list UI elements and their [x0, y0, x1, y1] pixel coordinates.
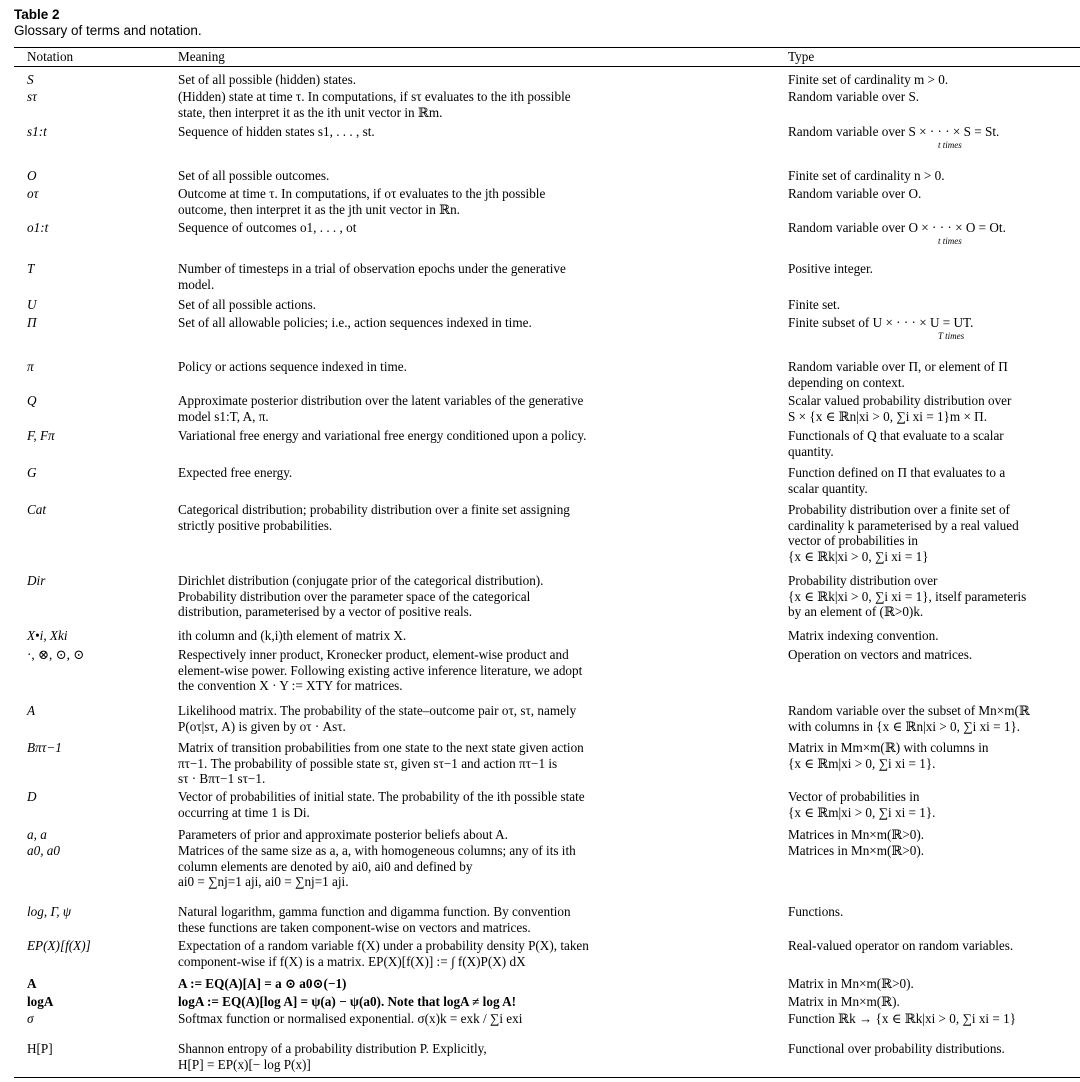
meaning-line: Shannon entropy of a probability distribution P. Explicitly,	[178, 1041, 487, 1056]
type-line: Random variable over the subset of Mn×m(ℝ	[788, 703, 1030, 718]
meaning-line: Categorical distribution; probability distribution over a finite set assigning	[178, 502, 570, 517]
type-cell	[788, 186, 1080, 202]
notation-cell: log, Γ, ψ	[27, 904, 72, 919]
notation-cell: o1:t	[27, 220, 49, 235]
notation-cell: D	[27, 789, 37, 804]
type-cell	[788, 1011, 1080, 1027]
meaning-line: distribution, parameterised by a vector of positive reals.	[178, 604, 473, 620]
type-line: vector of probabilities in	[788, 533, 919, 549]
type-line: Positive integer.	[788, 261, 873, 276]
meaning-cell	[178, 827, 778, 843]
meaning-line: Set of all possible actions.	[178, 297, 317, 312]
meaning-line: Set of all possible (hidden) states.	[178, 72, 356, 87]
meaning-cell	[178, 393, 778, 424]
meaning-cell	[178, 502, 778, 533]
type-cell	[788, 168, 1080, 184]
meaning-cell	[178, 465, 778, 481]
meaning-line: Set of all allowable policies; i.e., action sequences indexed in time.	[178, 315, 532, 330]
meaning-cell	[178, 740, 778, 787]
meaning-line: ith column and (k,i)th element of matrix X.	[178, 628, 407, 643]
meaning-line: Matrices of the same size as a, a, with homogeneous columns; any of its ith	[178, 843, 576, 858]
type-line: Vector of probabilities in	[788, 789, 920, 804]
type-line: Matrices in Mn×m(ℝ>0).	[788, 843, 925, 858]
type-line: {x ∈ ℝk|xi > 0, ∑i xi = 1}, itself parameteris	[788, 588, 1027, 604]
type-line: quantity.	[788, 443, 834, 459]
table-number: Table 2	[14, 7, 60, 22]
notation-cell: G	[27, 465, 37, 480]
notation-cell: S	[27, 72, 34, 87]
meaning-line: state, then interpret it as the ith unit vector in ℝm.	[178, 104, 443, 120]
header-meaning: Meaning	[178, 49, 225, 64]
table-caption	[14, 7, 202, 39]
notation-cell: EP(X)[f(X)]	[27, 938, 91, 953]
type-line: S × {x ∈ ℝn|xi > 0, ∑i xi = 1}m × Π.	[788, 408, 987, 424]
meaning-line: Set of all possible outcomes.	[178, 168, 330, 183]
type-line: {x ∈ ℝk|xi > 0, ∑i xi = 1}	[788, 548, 929, 564]
notation-cell: F, Fπ	[27, 428, 55, 443]
meaning-line: Sequence of outcomes o1, . . . , ot	[178, 220, 357, 235]
notation-cell: Q	[27, 393, 37, 408]
notation-cell: O	[27, 168, 37, 183]
notation-cell: Π	[27, 315, 37, 330]
type-line: Finite set.	[788, 297, 841, 312]
meaning-cell	[178, 261, 778, 292]
notation-cell: X•i, Xki	[27, 628, 68, 643]
type-line: Functional over probability distributions.	[788, 1041, 1005, 1056]
header-rule	[14, 66, 1080, 67]
type-line: Random variable over S.	[788, 89, 920, 104]
notation-cell: T	[27, 261, 35, 276]
type-cell	[788, 428, 1080, 459]
type-line: Probability distribution over	[788, 573, 938, 588]
type-cell	[788, 904, 1080, 920]
type-line: {x ∈ ℝm|xi > 0, ∑i xi = 1}.	[788, 755, 936, 771]
type-cell	[788, 502, 1080, 564]
header-type: Type	[788, 49, 815, 64]
notation-cell: σ	[27, 1011, 34, 1026]
meaning-line: Likelihood matrix. The probability of the state–outcome pair oτ, sτ, namely	[178, 703, 577, 718]
meaning-cell	[178, 72, 778, 88]
meaning-line: model s1:T, A, π.	[178, 408, 269, 424]
notation-cell: a0, a0	[27, 843, 60, 858]
type-line: Matrix in Mm×m(ℝ) with columns in	[788, 740, 989, 755]
notation-cell: H[P]	[27, 1041, 53, 1056]
notation-cell: Bπτ−1	[27, 740, 62, 755]
underbrace-label: t times	[938, 139, 962, 150]
meaning-line: Parameters of prior and approximate posterior beliefs about A.	[178, 827, 508, 842]
type-line: Finite set of cardinality n > 0.	[788, 168, 945, 183]
meaning-line: ai0 = ∑nj=1 aji, ai0 = ∑nj=1 aji.	[178, 874, 349, 890]
meaning-line: Expected free energy.	[178, 465, 293, 480]
notation-cell: ·, ⊗, ⊙, ⊙	[27, 647, 85, 662]
type-line: Finite set of cardinality m > 0.	[788, 72, 949, 87]
type-line: Matrix in Mn×m(ℝ).	[788, 994, 900, 1009]
meaning-cell	[178, 843, 778, 890]
meaning-cell	[178, 904, 778, 935]
meaning-line: (Hidden) state at time τ. In computations, if sτ evaluates to the ith possible	[178, 89, 571, 104]
meaning-cell	[178, 1041, 778, 1072]
meaning-line: the convention X · Y := XTY for matrices.	[178, 678, 403, 694]
type-cell	[788, 393, 1080, 424]
meaning-line: logA := EQ(A)[log A] = ψ(a) − ψ(a0). Note that logA ≠ log A!	[178, 994, 517, 1009]
notation-cell: U	[27, 297, 37, 312]
meaning-cell	[178, 938, 778, 969]
meaning-cell	[178, 789, 778, 820]
type-line: {x ∈ ℝm|xi > 0, ∑i xi = 1}.	[788, 804, 936, 820]
meaning-line: Respectively inner product, Kronecker product, element-wise product and	[178, 647, 569, 662]
meaning-line: Natural logarithm, gamma function and digamma function. By convention	[178, 904, 571, 919]
meaning-line: H[P] = EP(x)[− log P(x)]	[178, 1056, 311, 1072]
meaning-cell	[178, 220, 778, 236]
type-line: Real-valued operator on random variables.	[788, 938, 1014, 953]
type-line: depending on context.	[788, 374, 905, 390]
type-line: Random variable over O.	[788, 186, 922, 201]
type-cell	[788, 976, 1080, 992]
type-cell	[788, 1041, 1080, 1057]
meaning-line: element-wise power. Following existing active inference literature, we adopt	[178, 662, 583, 678]
notation-cell: sτ	[27, 89, 37, 104]
type-line: Matrix indexing convention.	[788, 628, 939, 643]
meaning-line: these functions are taken component-wise on vectors and matrices.	[178, 919, 531, 935]
meaning-line: column elements are denoted by ai0, ai0 and defined by	[178, 858, 473, 874]
meaning-cell	[178, 976, 778, 992]
type-cell	[788, 647, 1080, 663]
type-line: Matrix in Mn×m(ℝ>0).	[788, 976, 914, 991]
notation-cell: π	[27, 359, 34, 374]
type-cell	[788, 628, 1080, 644]
meaning-line: Vector of probabilities of initial state. The probability of the ith possible state	[178, 789, 585, 804]
meaning-cell	[178, 168, 778, 184]
type-line: Scalar valued probability distribution over	[788, 393, 1012, 408]
meaning-cell	[178, 359, 778, 375]
top-rule	[14, 47, 1080, 48]
type-cell	[788, 220, 1080, 246]
meaning-line: Expectation of a random variable f(X) under a probability density P(X), taken	[178, 938, 589, 953]
type-line: with columns in {x ∈ ℝn|xi > 0, ∑i xi = 1}.	[788, 718, 1021, 734]
notation-cell: s1:t	[27, 124, 47, 139]
meaning-line: Probability distribution over the parameter space of the categorical	[178, 588, 531, 604]
meaning-line: Approximate posterior distribution over the latent variables of the generative	[178, 393, 584, 408]
type-cell	[788, 843, 1080, 859]
meaning-cell	[178, 186, 778, 217]
notation-cell: logA	[27, 994, 54, 1009]
type-cell	[788, 124, 1080, 150]
underbrace-label: t times	[938, 235, 962, 246]
type-cell	[788, 72, 1080, 88]
type-line: Function defined on Π that evaluates to a	[788, 465, 1006, 480]
meaning-cell	[178, 297, 778, 313]
meaning-line: Matrix of transition probabilities from one state to the next state given action	[178, 740, 584, 755]
bottom-rule	[14, 1077, 1080, 1078]
type-line: scalar quantity.	[788, 480, 868, 496]
meaning-line: occurring at time 1 is Di.	[178, 804, 310, 820]
type-line: Functions.	[788, 904, 844, 919]
notation-cell: oτ	[27, 186, 39, 201]
type-cell	[788, 315, 1080, 341]
meaning-line: Outcome at time τ. In computations, if oτ evaluates to the jth possible	[178, 186, 546, 201]
type-cell	[788, 789, 1080, 820]
header-notation: Notation	[27, 49, 74, 64]
meaning-line: Sequence of hidden states s1, . . . , st.	[178, 124, 375, 139]
meaning-line: Dirichlet distribution (conjugate prior of the categorical distribution).	[178, 573, 544, 588]
type-cell	[788, 261, 1080, 277]
meaning-line: Policy or actions sequence indexed in time.	[178, 359, 407, 374]
meaning-line: strictly positive probabilities.	[178, 517, 333, 533]
type-line: Functionals of Q that evaluate to a scalar	[788, 428, 1004, 443]
type-cell	[788, 297, 1080, 313]
type-line: Function ℝk → {x ∈ ℝk|xi > 0, ∑i xi = 1}	[788, 1011, 1017, 1026]
meaning-line: model.	[178, 276, 215, 292]
type-line: Probability distribution over a finite set of	[788, 502, 1010, 517]
underbrace-label: T times	[938, 330, 965, 341]
type-cell	[788, 359, 1080, 390]
meaning-cell	[178, 315, 778, 331]
type-line: cardinality k parameterised by a real valued	[788, 517, 1019, 533]
type-line: Random variable over S × · · · × S = St.	[788, 124, 1000, 139]
meaning-cell	[178, 628, 778, 644]
meaning-line: sτ · Bπτ−1 sτ−1.	[178, 771, 266, 787]
meaning-cell	[178, 428, 778, 444]
meaning-cell	[178, 647, 778, 694]
type-line: Matrices in Mn×m(ℝ>0).	[788, 827, 925, 842]
type-cell	[788, 703, 1080, 734]
type-line: Finite subset of U × · · · × U = UT.	[788, 315, 974, 330]
type-line: Random variable over O × · · · × O = Ot.	[788, 220, 1006, 235]
meaning-cell	[178, 1011, 778, 1027]
meaning-line: outcome, then interpret it as the jth unit vector in ℝn.	[178, 201, 460, 217]
meaning-cell	[178, 124, 778, 140]
type-line: Operation on vectors and matrices.	[788, 647, 973, 662]
meaning-line: Softmax function or normalised exponential. σ(x)k = exk / ∑i exi	[178, 1011, 523, 1026]
type-line: by an element of (ℝ>0)k.	[788, 604, 924, 620]
type-cell	[788, 89, 1080, 105]
notation-cell: a, a	[27, 827, 47, 842]
meaning-line: πτ−1. The probability of possible state sτ, given sτ−1 and action πτ−1 is	[178, 755, 558, 771]
type-cell	[788, 938, 1080, 954]
meaning-line: Number of timesteps in a trial of observation epochs under the generative	[178, 261, 566, 276]
meaning-cell	[178, 89, 778, 120]
meaning-line: P(oτ|sτ, A) is given by oτ · Asτ.	[178, 718, 346, 734]
meaning-line: Variational free energy and variational free energy conditioned upon a policy.	[178, 428, 587, 443]
type-cell	[788, 994, 1080, 1010]
notation-cell: Dir	[27, 573, 46, 588]
type-cell	[788, 740, 1080, 771]
type-cell	[788, 827, 1080, 843]
table-title: Glossary of terms and notation.	[14, 23, 202, 38]
notation-cell: A	[27, 976, 37, 991]
notation-cell: A	[27, 703, 36, 718]
meaning-cell	[178, 994, 778, 1010]
meaning-cell	[178, 573, 778, 620]
type-cell	[788, 465, 1080, 496]
type-line: Random variable over Π, or element of Π	[788, 359, 1008, 374]
meaning-cell	[178, 703, 778, 734]
notation-cell: Cat	[27, 502, 47, 517]
meaning-line: A := EQ(A)[A] = a ⊙ a0⊙(−1)	[178, 976, 347, 991]
type-cell	[788, 573, 1080, 620]
meaning-line: component-wise if f(X) is a matrix. EP(X)[f(X)] := ∫ f(X)P(X) dX	[178, 953, 526, 969]
